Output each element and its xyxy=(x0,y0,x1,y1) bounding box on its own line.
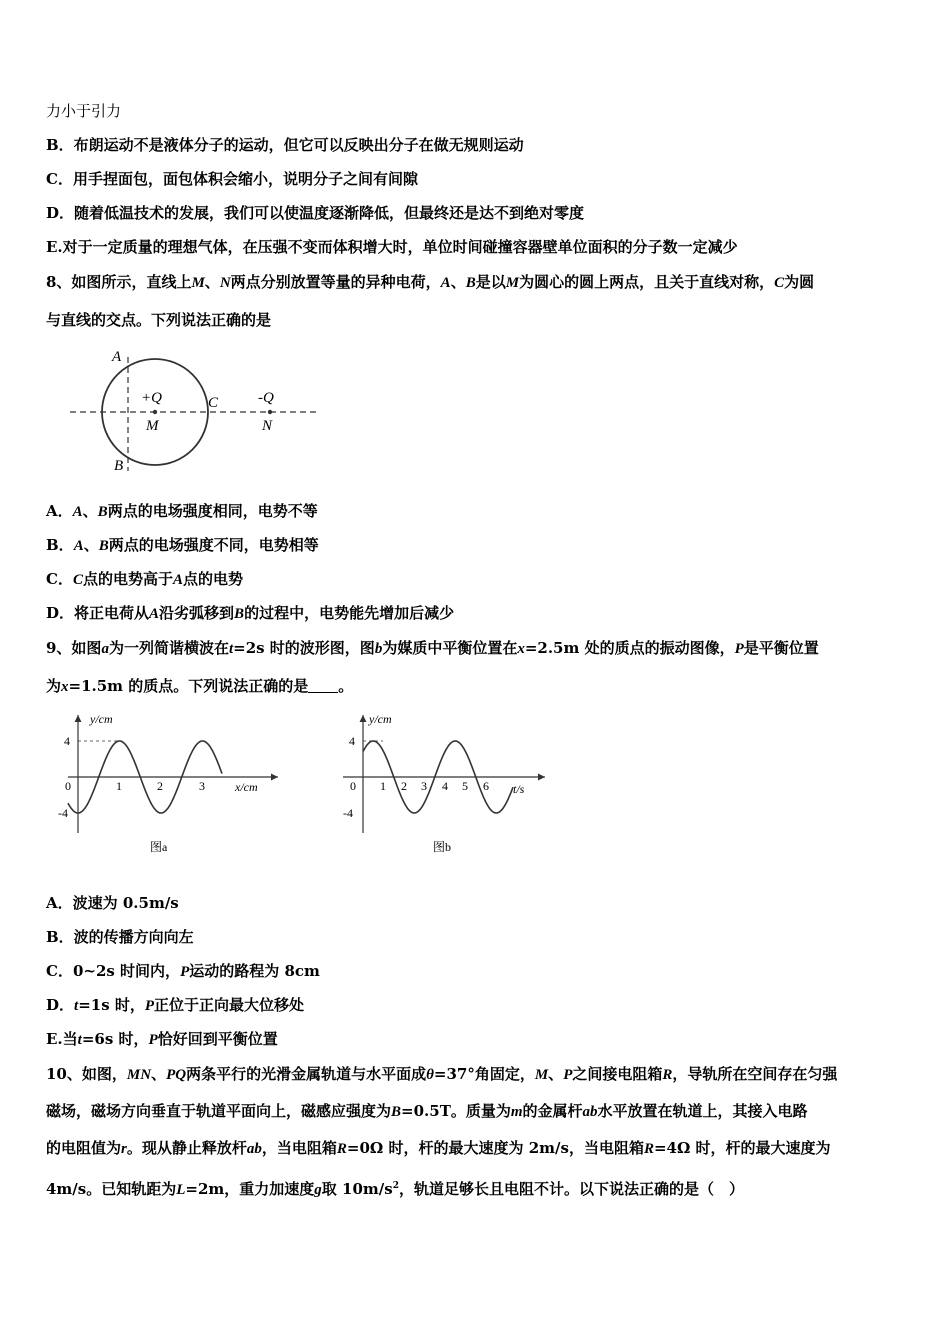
q9-option-d[interactable]: D．t=1s 时，P正位于正向最大位移处 xyxy=(46,996,305,1014)
q7-option-c[interactable]: C．用手捏面包，面包体积会缩小，说明分子之间有间隙 xyxy=(46,170,418,188)
fig-b-tick-5: 5 xyxy=(462,779,468,793)
q8-label-n: N xyxy=(262,418,273,434)
q7-option-e[interactable]: E.对于一定质量的理想气体，在压强不变而体积增大时，单位时间碰撞容器壁单位面积的分子数一定减少 xyxy=(46,238,738,256)
fig-b-tick-yn4: -4 xyxy=(343,806,353,820)
q9-figure-b xyxy=(335,705,555,860)
fig-b-tick-1: 1 xyxy=(380,779,386,793)
fig-a-origin: 0 xyxy=(65,779,71,793)
fig-a-tick-2: 2 xyxy=(157,779,163,793)
q8-stem-line1: 8、如图所示，直线上M、N两点分别放置等量的异种电荷，A、B是以M为圆心的圆上两点，且关于直线对称，C为圆 xyxy=(46,273,815,291)
q8-label-a: A xyxy=(112,349,122,365)
q8-label-minus-q: -Q xyxy=(258,390,274,406)
q9-stem-line1: 9、如图a为一列简谐横波在t=2s 时的波形图，图b为媒质中平衡位置在x=2.5m 处的质点的振动图像，P是平衡位置 xyxy=(46,639,819,657)
fig-a-x-axis-label: x/cm xyxy=(235,780,258,794)
fig-b-tick-3: 3 xyxy=(421,779,427,793)
fig-a-y-axis-label: y/cm xyxy=(90,712,113,726)
q8-label-c: C xyxy=(208,395,219,411)
q9-option-b[interactable]: B．波的传播方向向左 xyxy=(46,928,194,946)
q9-figure-a xyxy=(50,705,290,860)
fig-b-tick-4: 4 xyxy=(442,779,448,793)
fig-b-y-axis-label: y/cm xyxy=(369,712,392,726)
q7-option-d[interactable]: D．随着低温技术的发展，我们可以使温度逐渐降低，但最终还是达不到绝对零度 xyxy=(46,204,585,222)
fig-b-origin: 0 xyxy=(350,779,356,793)
q8-option-b[interactable]: B．A、B两点的电场强度不同，电势相等 xyxy=(46,536,319,554)
fig-a-caption: 图a xyxy=(150,840,168,854)
q9-answer-blank[interactable] xyxy=(308,678,338,693)
fig-a-tick-y4: 4 xyxy=(64,734,70,748)
q7-option-b[interactable]: B．布朗运动不是液体分子的运动，但它可以反映出分子在做无规则运动 xyxy=(46,136,524,154)
q10-stem-line1: 10、如图，MN、PQ两条平行的光滑金属轨道与水平面成θ=37°角固定，M、P之间接电阻箱R，导轨所在空间存在匀强 xyxy=(46,1065,838,1083)
fig-a-tick-1: 1 xyxy=(116,779,122,793)
q8-label-m: M xyxy=(146,418,159,434)
fig-b-tick-2: 2 xyxy=(401,779,407,793)
fig-a-tick-3: 3 xyxy=(199,779,205,793)
q7-line-continuation: 力小于引力 xyxy=(46,102,122,120)
fig-b-caption: 图b xyxy=(433,840,452,854)
q10-stem-line3: 的电阻值为r。现从静止释放杆ab，当电阻箱R=0Ω 时，杆的最大速度为 2m/s，当电阻箱R=4Ω 时，杆的最大速度为 xyxy=(46,1139,831,1157)
q9-option-e[interactable]: E.当t=6s 时，P恰好回到平衡位置 xyxy=(46,1030,278,1048)
q8-option-a[interactable]: A．A、B两点的电场强度相同，电势不等 xyxy=(46,502,318,520)
fig-b-tick-6: 6 xyxy=(483,779,489,793)
fig-b-x-axis-label: t/s xyxy=(513,782,525,796)
q8-figure xyxy=(60,343,330,478)
q8-label-b: B xyxy=(114,458,124,474)
q8-label-plus-q: +Q xyxy=(141,390,162,406)
fig-b-tick-y4: 4 xyxy=(349,734,355,748)
q9-stem-line2: 为x=1.5m 的质点。下列说法正确的是 。 xyxy=(46,677,354,695)
q9-option-c[interactable]: C．0~2s 时间内，P运动的路程为 8cm xyxy=(46,962,320,980)
q8-stem-line2: 与直线的交点。下列说法正确的是 xyxy=(46,311,272,329)
q8-option-c[interactable]: C．C点的电势高于A点的电势 xyxy=(46,570,244,588)
q10-stem-line2: 磁场，磁场方向垂直于轨道平面向上，磁感应强度为B=0.5T。质量为m的金属杆ab水平放置在轨道上，其接入电路 xyxy=(46,1102,808,1120)
q9-option-a[interactable]: A．波速为 0.5m/s xyxy=(46,894,179,912)
fig-a-tick-yn4: -4 xyxy=(58,806,68,820)
q10-stem-line4: 4m/s。已知轨距为L=2m，重力加速度g取 $10m/s^2$，轨道足够长且电阻不计。以下说法正确的是（ ） xyxy=(46,1180,744,1198)
q8-option-d[interactable]: D．将正电荷从A沿劣弧移到B的过程中，电势能先增加后减少 xyxy=(46,604,455,622)
